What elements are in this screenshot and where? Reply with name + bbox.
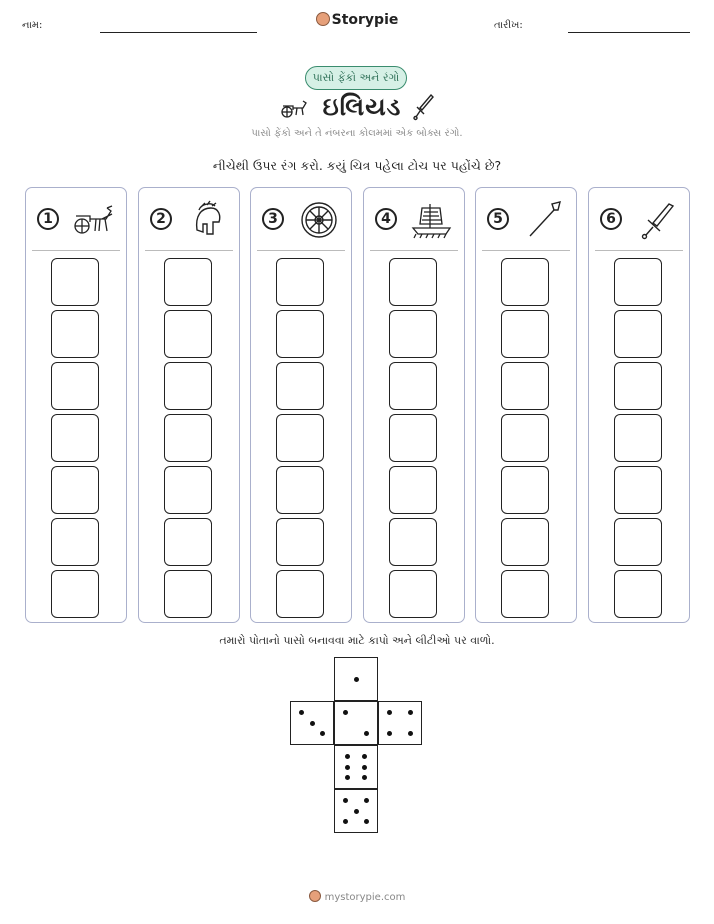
color-box[interactable]: [501, 414, 549, 462]
chariot-icon: [72, 200, 116, 240]
die-face-5: [334, 789, 378, 833]
die-pip: [408, 731, 413, 736]
spear-icon: [522, 200, 566, 240]
date-line[interactable]: [568, 32, 690, 33]
color-box[interactable]: [614, 258, 662, 306]
die-pip: [362, 765, 367, 770]
sword-icon: [413, 93, 435, 123]
bear-logo-icon: [309, 890, 321, 902]
color-box[interactable]: [164, 310, 212, 358]
die-pip: [343, 710, 348, 715]
column-number: 6: [600, 208, 622, 230]
bear-logo-icon: [316, 12, 330, 26]
die-pip: [364, 819, 369, 824]
brand-logo: [0, 12, 714, 28]
color-box[interactable]: [501, 258, 549, 306]
color-box[interactable]: [164, 570, 212, 618]
die-pip: [354, 809, 359, 814]
die-face-2: [334, 701, 378, 745]
ship-icon: [410, 200, 454, 240]
name-label: નામ:: [22, 20, 43, 31]
subtitle: પાસો ફેંકો અને તે નંબરના કોલમમાં એક બોક્સ રંગો.: [251, 128, 463, 139]
die-pip: [310, 721, 315, 726]
column-1: [25, 187, 127, 623]
die-face-1: [334, 657, 378, 701]
color-box[interactable]: [389, 362, 437, 410]
date-label: તારીખ:: [494, 20, 523, 31]
color-box[interactable]: [614, 518, 662, 566]
footer-url: mystorypie.com: [324, 892, 406, 903]
column-2: [138, 187, 240, 623]
color-box[interactable]: [276, 310, 324, 358]
column-divider: [145, 250, 233, 251]
die-pip: [387, 731, 392, 736]
column-3: [250, 187, 352, 623]
die-pip: [362, 775, 367, 780]
helmet-icon: [185, 200, 229, 240]
brand-name: Storypie: [331, 12, 399, 28]
color-box[interactable]: [164, 414, 212, 462]
die-pip: [364, 731, 369, 736]
color-box[interactable]: [51, 362, 99, 410]
color-box[interactable]: [389, 466, 437, 514]
die-pip: [320, 731, 325, 736]
color-box[interactable]: [501, 570, 549, 618]
column-number: 2: [150, 208, 172, 230]
die-pip: [345, 754, 350, 759]
color-box[interactable]: [164, 466, 212, 514]
color-box[interactable]: [614, 466, 662, 514]
color-box[interactable]: [51, 414, 99, 462]
color-box[interactable]: [389, 570, 437, 618]
color-box[interactable]: [164, 258, 212, 306]
die-pip: [299, 710, 304, 715]
sword-icon: [635, 200, 679, 240]
column-number: 4: [375, 208, 397, 230]
color-box[interactable]: [389, 518, 437, 566]
color-box[interactable]: [501, 362, 549, 410]
page-title: [0, 92, 714, 123]
column-divider: [482, 250, 570, 251]
die-pip: [364, 798, 369, 803]
color-box[interactable]: [614, 414, 662, 462]
column-divider: [370, 250, 458, 251]
die-pip: [343, 819, 348, 824]
color-box[interactable]: [276, 466, 324, 514]
cut-instruction: તમારો પોતાનો પાસો બનાવવા માટે કાપો અને લીટીઓ પર વાળો.: [219, 634, 495, 647]
die-pip: [387, 710, 392, 715]
column-number: 3: [262, 208, 284, 230]
column-5: [475, 187, 577, 623]
name-line[interactable]: [100, 32, 257, 33]
color-box[interactable]: [276, 414, 324, 462]
column-6: [588, 187, 690, 623]
color-box[interactable]: [614, 310, 662, 358]
color-box[interactable]: [501, 310, 549, 358]
column-4: [363, 187, 465, 623]
color-box[interactable]: [389, 414, 437, 462]
die-pip: [345, 765, 350, 770]
color-box[interactable]: [164, 518, 212, 566]
color-box[interactable]: [51, 518, 99, 566]
color-box[interactable]: [501, 466, 549, 514]
title-text: ઇલિયડ: [322, 92, 402, 121]
color-box[interactable]: [614, 570, 662, 618]
shield-icon: [297, 200, 341, 240]
column-divider: [595, 250, 683, 251]
color-box[interactable]: [51, 570, 99, 618]
color-box[interactable]: [164, 362, 212, 410]
die-face-4: [378, 701, 422, 745]
die-pip: [354, 677, 359, 682]
color-box[interactable]: [614, 362, 662, 410]
column-number: 5: [487, 208, 509, 230]
die-pip: [362, 754, 367, 759]
column-divider: [257, 250, 345, 251]
color-box[interactable]: [51, 466, 99, 514]
die-pip: [345, 775, 350, 780]
color-box[interactable]: [276, 518, 324, 566]
die-face-6: [334, 745, 378, 789]
color-box[interactable]: [276, 362, 324, 410]
color-box[interactable]: [389, 310, 437, 358]
color-box[interactable]: [389, 258, 437, 306]
column-divider: [32, 250, 120, 251]
color-box[interactable]: [276, 570, 324, 618]
question: નીચેથી ઉપર રંગ કરો. કયું ચિત્ર પહેલા ટોચ પર પહોંચે છે?: [212, 158, 502, 173]
color-box[interactable]: [51, 258, 99, 306]
footer: [0, 890, 714, 903]
die-pip: [343, 798, 348, 803]
color-box[interactable]: [501, 518, 549, 566]
die-face-3: [290, 701, 334, 745]
color-box[interactable]: [51, 310, 99, 358]
die-pip: [408, 710, 413, 715]
chariot-icon: [279, 98, 309, 118]
column-number: 1: [37, 208, 59, 230]
color-box[interactable]: [276, 258, 324, 306]
activity-tag: પાસો ફેંકો અને રંગો: [305, 66, 407, 90]
